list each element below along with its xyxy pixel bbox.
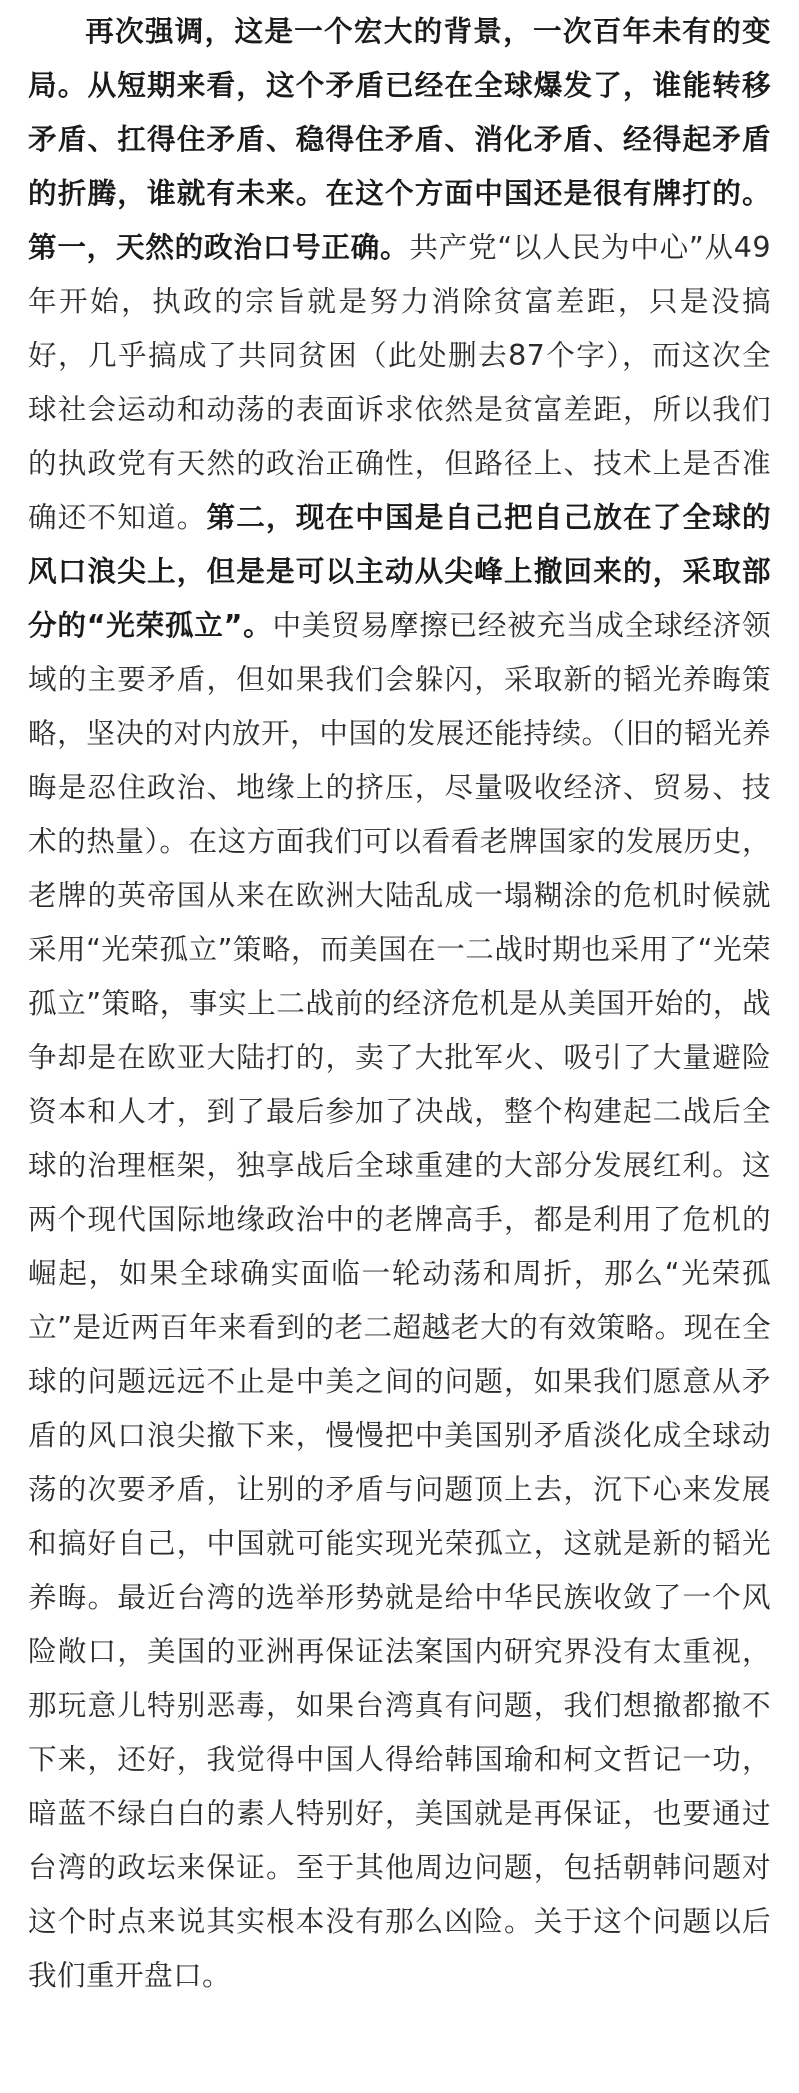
bold-text-second-point: 第二，现在中国是自己把自己放在了全球的风口浪尖上，但是是可以主动从尖峰上撤回来的，采取部分的“光荣孤立”。 <box>28 500 771 642</box>
article-paragraph <box>28 4 771 2002</box>
bold-text-intro: 再次强调，这是一个宏大的背景，一次百年未有的变局。从短期来看，这个矛盾已经在全球爆发了，谁能转移矛盾、扛得住矛盾、稳得住矛盾、消化矛盾、经得起矛盾的折腾，谁就有未来。在这个方面中国还是很有牌打的。第一，天然的政治口号正确。 <box>28 14 771 264</box>
body-text-main: 中美贸易摩擦已经被充当成全球经济领域的主要矛盾，但如果我们会躲闪，采取新的韬光养晦策略，坚决的对内放开，中国的发展还能持续。（旧的韬光养晦是忍住政治、地缘上的挤压，尽量吸收经济、贸易、技术的热量）。在这方面我们可以看看老牌国家的发展历史，老牌的英帝国从来在欧洲大陆乱成一塌糊涂的危机时候就采用“光荣孤立”策略，而美国在一二战时期也采用了“光荣孤立”策略，事实上二战前的经济危机是从美国开始的，战争却是在欧亚大陆打的，卖了大批军火、吸引了大量避险资本和人才，到了最后参加了决战，整个构建起二战后全球的治理框架，独享战后全球重建的大部分发展红利。这两个现代国际地缘政治中的老牌高手，都是利用了危机的崛起，如果全球确实面临一轮动荡和周折，那么“光荣孤立”是近两百年来看到的老二超越老大的有效策略。现在全球的问题远远不止是中美之间的问题，如果我们愿意从矛盾的风口浪尖撤下来，慢慢把中美国别矛盾淡化成全球动荡的次要矛盾，让别的矛盾与问题顶上去，沉下心来发展和搞好自己，中国就可能实现光荣孤立，这就是新的韬光养晦。最近台湾的选举形势就是给中华民族收敛了一个风险敞口，美国的亚洲再保证法案国内研究界没有太重视，那玩意儿特别恶毒，如果台湾真有问题，我们想撤都撤不下来，还好，我觉得中国人得给韩国瑜和柯文哲记一功，暗蓝不绿白白的素人特别好，美国就是再保证，也要通过台湾的政坛来保证。至于其他周边问题，包括朝韩问题对这个时点来说其实根本没有那么凶险。关于这个问题以后我们重开盘口。 <box>28 608 771 1992</box>
body-text-first-point: 共产党“以人民为中心”从49年开始，执政的宗旨就是努力消除贫富差距，只是没搞好，几乎搞成了共同贫困（此处删去87个字），而这次全球社会运动和动荡的表面诉求依然是贫富差距，所以我们的执政党有天然的政治正确性，但路径上、技术上是否准确还不知道。 <box>28 230 771 534</box>
